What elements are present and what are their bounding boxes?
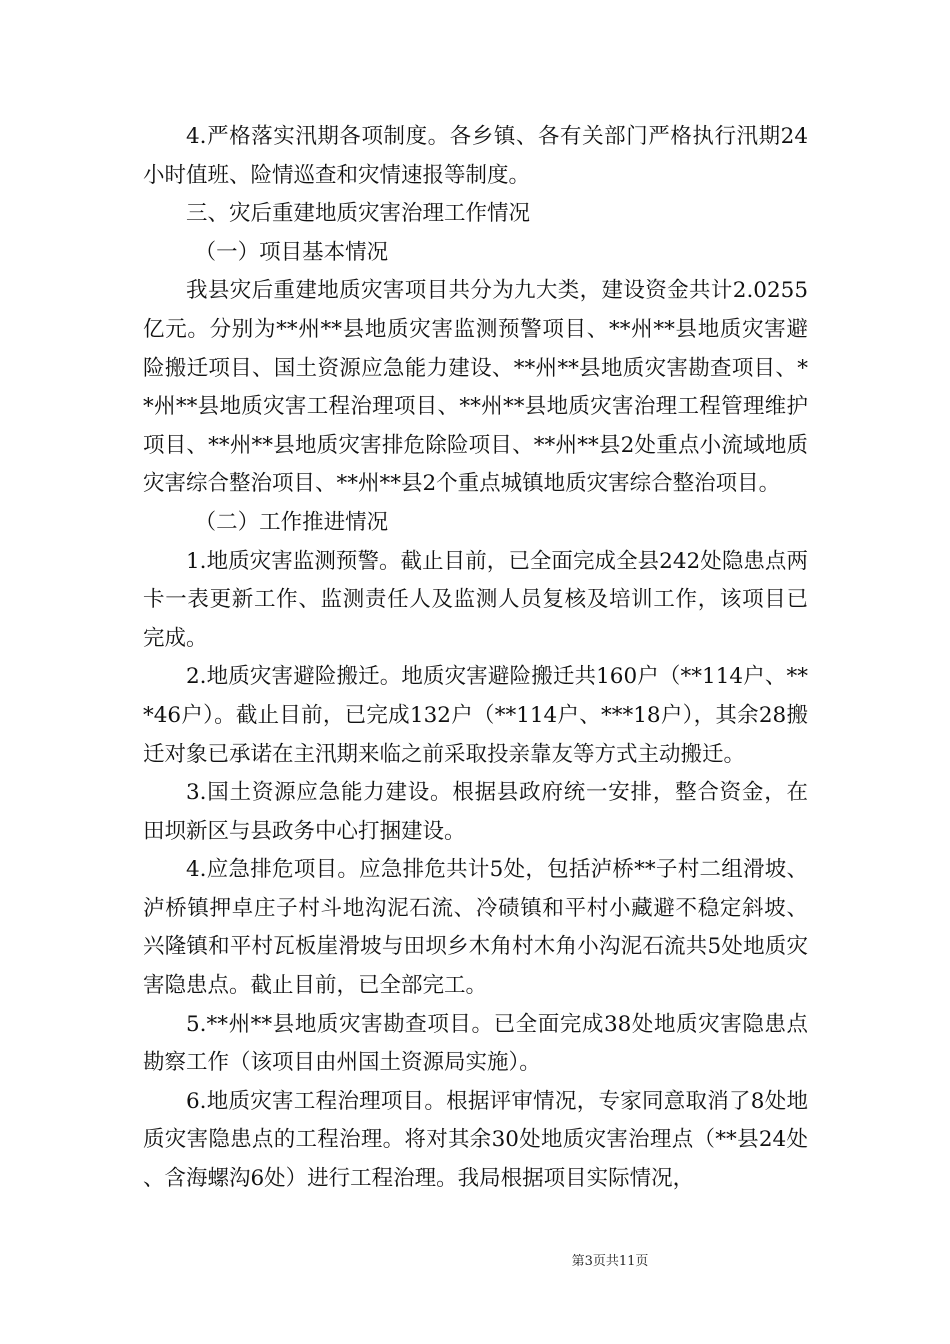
paragraph-relocation: 2.地质灾害避险搬迁。地质灾害避险搬迁共160户（**114户、***46户）。截止目前，已完成132户（**114户、***18户），其余28搬迁对象已承诺在主汛期来临之前采取投亲靠友等方式主动搬迁。 [143,664,808,767]
subheading-project-basics: （一）项目基本情况 [194,239,389,265]
paragraph-emergency-hazard: 4.应急排危项目。应急排危共计5处，包括泸桥**子村二组滑坡、泸桥镇押卓庄子村斗地沟泥石流、冷碛镇和平村小藏避不稳定斜坡、兴隆镇和平村瓦板崖滑坡与田坝乡木角村木角小沟泥石流共5处地质灾害隐患点。截止目前，已全部完工。 [143,857,808,999]
paragraph-project-overview: 我县灾后重建地质灾害项目共分为九大类，建设资金共计2.0255亿元。分别为**州**县地质灾害监测预警项目、**州**县地质灾害避险搬迁项目、国土资源应急能力建设、**州**县地质灾害勘查项目、**州**县地质灾害工程治理项目、**州**县地质灾害治理工程管理维护项目、**州**县地质灾害排危除险项目、**州**县2处重点小流域地质灾害综合整治项目、**州**县2个重点城镇地质灾害综合整治项目。 [143,278,808,497]
paragraph-engineering: 6.地质灾害工程治理项目。根据评审情况，专家同意取消了8处地质灾害隐患点的工程治理。将对其余30处地质灾害治理点（**县24处、含海螺沟6处）进行工程治理。我局根据项目实际情况， [143,1088,808,1192]
subheading-work-progress: （二）工作推进情况 [194,509,389,535]
page-footer [0,1250,950,1269]
paragraph-monitoring: 1.地质灾害监测预警。截止目前，已全面完成全县242处隐患点两卡一表更新工作、监测责任人及监测人员复核及培训工作，该项目已完成。 [143,548,808,651]
paragraph-emergency-capacity: 3.国土资源应急能力建设。根据县政府统一安排，整合资金，在田坝新区与县政务中心打捆建设。 [143,780,808,844]
document-body [143,118,808,1199]
paragraph-flood-season-rules: 4.严格落实汛期各项制度。各乡镇、各有关部门严格执行汛期24小时值班、险情巡查和灾情速报等制度。 [143,124,808,188]
paragraph-survey: 5.**州**县地质灾害勘查项目。已全面完成38处地质灾害隐患点勘察工作（该项目由州国土资源局实施）。 [143,1011,808,1076]
section-heading-reconstruction: 三、灾后重建地质灾害治理工作情况 [186,201,531,227]
page-number: 第3页共11页 [571,1254,649,1269]
